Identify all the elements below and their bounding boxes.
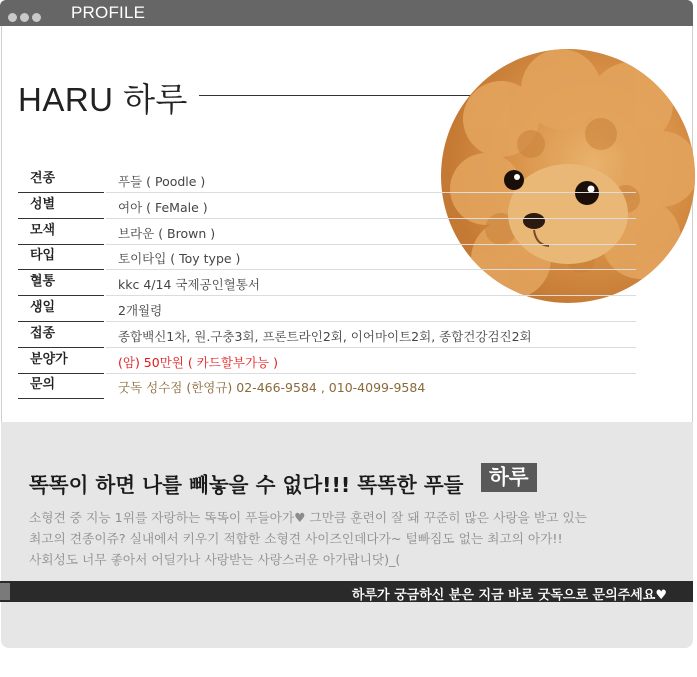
info-label: 혈통 xyxy=(18,271,104,296)
promo-headline: 똑똑이 하면 나를 빼놓을 수 없다!!! 똑똑한 푸들 xyxy=(29,473,464,497)
cta-bar-accent xyxy=(0,583,10,600)
info-label: 접종 xyxy=(18,323,104,348)
promo-name-badge: 하루 xyxy=(481,463,537,492)
info-value: kkc 4/14 국제공인혈통서 xyxy=(106,271,636,296)
dot-icon xyxy=(20,13,29,22)
dot-icon xyxy=(8,13,17,22)
info-label: 생일 xyxy=(18,297,104,322)
promo-description xyxy=(29,507,669,570)
info-value: 브라운 ( Brown ) xyxy=(106,220,636,245)
info-label: 문의 xyxy=(18,374,104,399)
info-label: 성별 xyxy=(18,194,104,219)
info-value: 종합백신1차, 원.구충3회, 프론트라인2회, 이어마이트2회, 종합건강검진2회 xyxy=(106,323,636,348)
frame-border-left xyxy=(1,26,2,422)
info-label: 모색 xyxy=(18,220,104,245)
profile-header-bar xyxy=(0,0,693,26)
info-value: (암) 50만원 ( 카드할부가능 ) xyxy=(106,349,636,374)
info-value: 2개월령 xyxy=(106,297,636,322)
info-value: 굿독 성수점 (한영규) 02-466-9584 , 010-4099-9584 xyxy=(118,380,426,396)
info-value: 토이타입 ( Toy type ) xyxy=(106,245,636,270)
info-label: 견종 xyxy=(18,168,104,193)
dot-icon xyxy=(32,13,41,22)
promo-line: 최고의 견종이쥬? 실내에서 키우기 적합한 소형견 사이즈인데다가~ 털빠짐도 없는 최고의 아가!! xyxy=(29,531,563,546)
info-label: 분양가 xyxy=(18,349,104,374)
cta-text: 하루가 궁금하신 분은 지금 바로 굿독으로 문의주세요♥ xyxy=(351,588,667,603)
header-title: PROFILE xyxy=(71,3,146,22)
window-dots xyxy=(8,7,44,26)
promo-line: 사회성도 너무 좋아서 어딜가나 사랑받는 사랑스러운 아가랍니닷)_( xyxy=(29,552,401,567)
info-value: 여아 ( FeMale ) xyxy=(106,194,636,219)
info-label: 타입 xyxy=(18,245,104,270)
name-divider-line xyxy=(199,95,475,96)
dog-name: HARU 하루 xyxy=(18,81,188,118)
promo-line: 소형견 중 지능 1위를 자랑하는 똑똑이 푸들아가♥ 그만큼 훈련이 잘 돼 꾸준히 많은 사랑을 받고 있는 xyxy=(29,510,587,525)
info-value: 푸들 ( Poodle ) xyxy=(106,168,636,193)
